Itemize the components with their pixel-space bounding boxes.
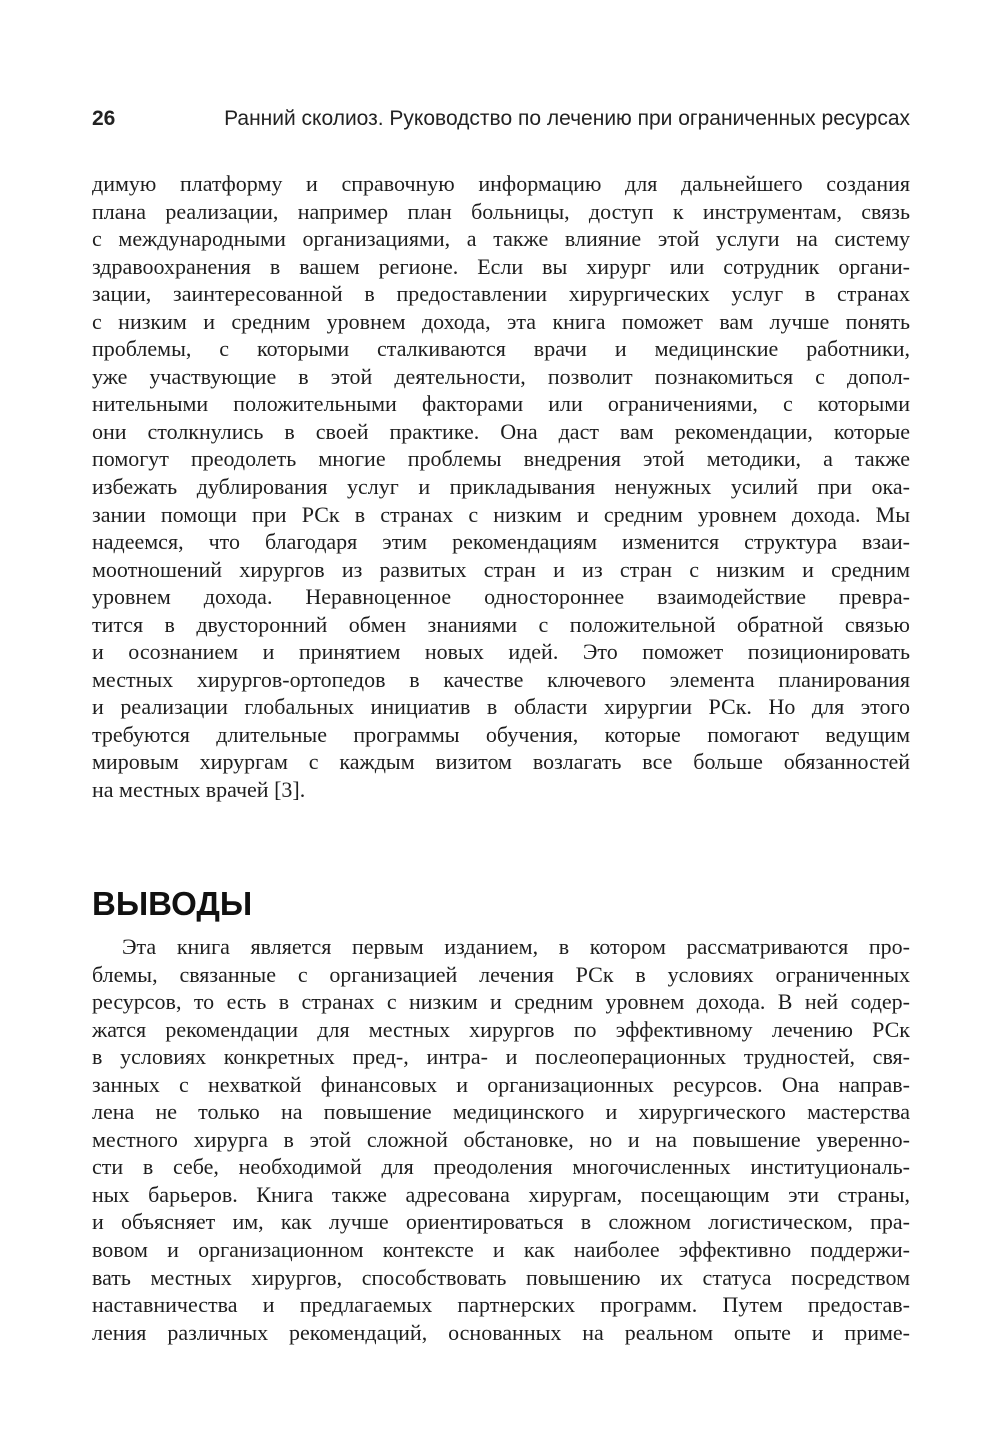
text-line: местного хирурга в этой сложной обстановке, но и на повышение уверенно- [92,1126,910,1152]
text-line: ных барьеров. Книга также адресована хирургам, посещающим эти страны, [92,1181,910,1207]
text-line: проблемы, с которыми сталкиваются врачи и медицинские работники, [92,336,910,362]
text-line: и объясняет им, как лучше ориентироваться в сложном логистическом, пра- [92,1209,910,1235]
text-line: ления различных рекомендаций, основанных на реальном опыте и приме- [92,1319,910,1345]
text-line: лена не только на повышение медицинского и хирургического мастерства [92,1099,910,1125]
text-line: уже участвующие в этой деятельности, позволит познакомиться с допол- [92,363,910,389]
text-line: требуются длительные программы обучения, которые помогают ведущим [92,721,910,747]
text-line: здравоохранения в вашем регионе. Если вы хирург или сотрудник органи- [92,253,910,279]
text-line: Эта книга является первым изданием, в котором рассматриваются про- [122,934,910,959]
text-line: димую платформу и справочную информацию для дальнейшего создания [92,171,910,196]
text-line: и реализации глобальных инициатив в области хирургии РСк. Но для этого [92,694,910,720]
conclusions-paragraph [92,933,910,1346]
text-line: зации, заинтересованной в предоставлении хирургических услуг в странах [92,281,910,307]
text-line: на местных врачей [3]. [92,777,306,803]
text-line: местных хирургов-ортопедов в качестве ключевого элемента планирования [92,666,910,692]
text-line: с международными организациями, а также влияние этой услуги на систему [92,226,910,252]
text-line: мировым хирургам с каждым визитом возлагать все больше обязанностей [92,749,910,775]
text-line: блемы, связанные с организацией лечения РСк в условиях ограниченных [92,961,910,987]
page-header [92,107,910,137]
page-number: 26 [92,107,116,130]
text-line: сти в себе, необходимой для преодоления многочисленных институциональ- [92,1154,910,1180]
running-title: Ранний сколиоз. Руководство по лечению при ограниченных ресурсах [224,107,910,130]
text-line: они столкнулись в своей практике. Она даст вам рекомендации, которые [92,418,910,444]
text-line: вовом и организационном контексте и как наиболее эффективно поддержи- [92,1237,910,1263]
text-line: в условиях конкретных пред-, интра- и послеоперационных трудностей, свя- [92,1044,910,1070]
text-line: избежать дублирования услуг и прикладывания ненужных усилий при ока- [92,474,910,500]
text-line: жатся рекомендации для местных хирургов по эффективному лечению РСк [92,1016,910,1042]
text-line: ресурсов, то есть в странах с низким и средним уровнем дохода. В ней содер- [92,989,910,1015]
text-line: плана реализации, например план больницы, доступ к инструментам, связь [92,198,910,224]
text-line: наставничества и предлагаемых партнерских программ. Путем предостав- [92,1292,910,1318]
text-line: моотношений хирургов из развитых стран и из стран с низким и средним [92,556,910,582]
text-line: зании помощи при РСк в странах с низким и средним уровнем дохода. Мы [92,501,910,527]
section-heading: ВЫВОДЫ [92,885,253,922]
text-line: вать местных хирургов, способствовать повышению их статуса посредством [92,1264,910,1290]
text-line: и осознанием и принятием новых идей. Это поможет позиционировать [92,639,910,665]
text-line: надеемся, что благодаря этим рекомендациям изменится структура взаи- [92,529,910,555]
text-line: помогут преодолеть многие проблемы внедрения этой методики, а также [92,446,910,472]
paragraph-continuation [92,170,910,804]
text-line: с низким и средним уровнем дохода, эта книга поможет вам лучше понять [92,308,910,334]
text-line: тится в двусторонний обмен знаниями с положительной обратной связью [92,611,910,637]
text-line: уровнем дохода. Неравноценное одностороннее взаимодействие превра- [92,584,910,610]
text-line: занных с нехваткой финансовых и организационных ресурсов. Она направ- [92,1071,910,1097]
text-line: нительными положительными факторами или ограничениями, с которыми [92,391,910,417]
